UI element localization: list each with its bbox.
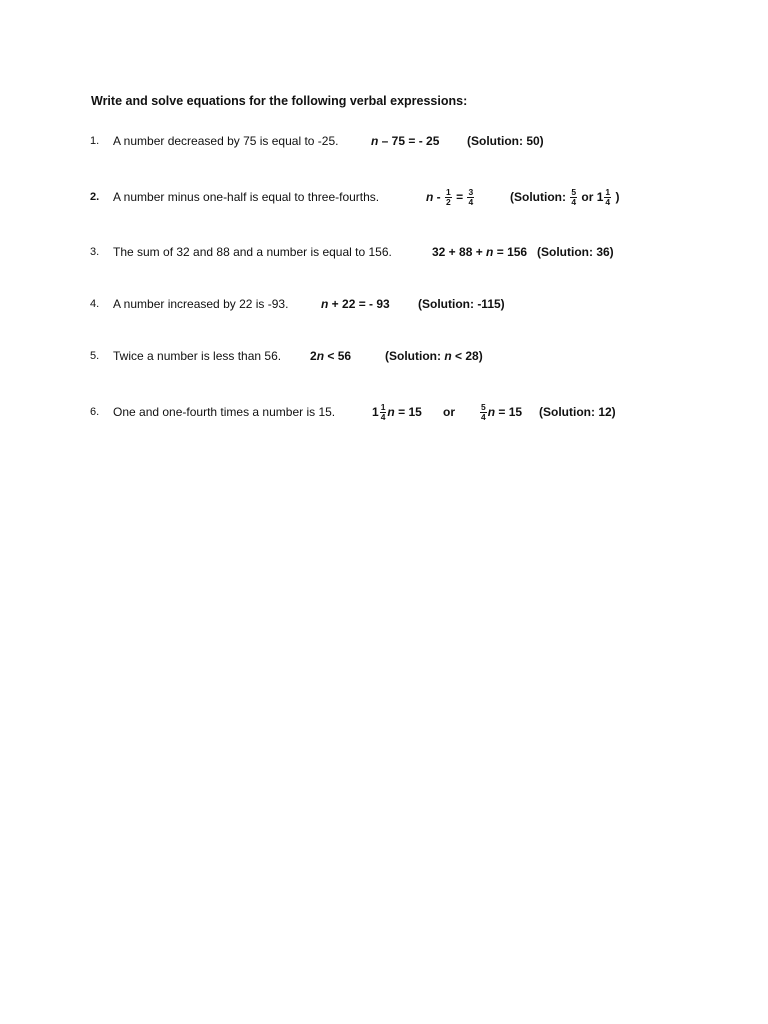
problem-6 [0, 400, 768, 424]
problem-number: 3. [90, 246, 100, 258]
problem-number: 1. [90, 135, 100, 147]
problem-equation: n + 22 = - 93 [321, 297, 390, 311]
fraction: $\frac{5}{4}$ [571, 187, 577, 208]
problem-text: Twice a number is less than 56. [113, 349, 282, 363]
fraction: $\frac{1}{4}$ [380, 402, 386, 423]
problem-text: A number increased by 22 is -93. [113, 297, 289, 311]
problem-text: A number minus one-half is equal to three-fourths. [113, 190, 380, 204]
problem-4 [0, 292, 768, 316]
problem-3 [0, 240, 768, 264]
or-label: or [443, 405, 455, 419]
problem-solution: (Solution: 36) [537, 245, 614, 259]
problem-equation: 32 + 88 + n = 156 [432, 245, 528, 259]
problem-solution: (Solution: n < 28) [385, 349, 483, 363]
problem-number: 4. [90, 298, 100, 310]
problem-number: 2. [90, 191, 100, 203]
problem-text: The sum of 32 and 88 and a number is equal to 156. [113, 245, 392, 259]
problem-number: 5. [90, 350, 100, 362]
problem-solution: (Solution: $\frac{5}{4}$ or 1 $\frac{1}{4}$ ) [510, 187, 620, 208]
problem-solution: (Solution: -115) [418, 297, 505, 311]
fraction: $\frac{3}{4}$ [468, 187, 474, 208]
problem-equation: 2n < 56 [310, 349, 352, 363]
problem-solution: (Solution: 12) [539, 405, 616, 419]
fraction: $\frac{1}{2}$ [446, 187, 451, 208]
problem-equation-alt: $\frac{5}{4}$ n = 15 [481, 402, 523, 423]
problem-equation: n – 75 = - 25 [371, 134, 440, 148]
problem-equation: 1 $\frac{1}{4}$ n = 15 [372, 402, 422, 423]
problem-solution: (Solution: 50) [467, 134, 544, 148]
problem-text: A number decreased by 75 is equal to -25. [113, 134, 339, 148]
problem-equation: n - $\frac{1}{2}$ = $\frac{3}{4}$ [426, 187, 474, 208]
problem-number: 6. [90, 406, 100, 418]
problem-5 [0, 344, 768, 368]
fraction: $\frac{1}{4}$ [605, 187, 611, 208]
problem-2 [0, 185, 768, 209]
worksheet-heading: Write and solve equations for the following verbal expressions: [91, 94, 468, 108]
problem-1 [0, 129, 768, 153]
problem-text: One and one-fourth times a number is 15. [113, 405, 336, 419]
fraction: $\frac{5}{4}$ [481, 402, 486, 423]
